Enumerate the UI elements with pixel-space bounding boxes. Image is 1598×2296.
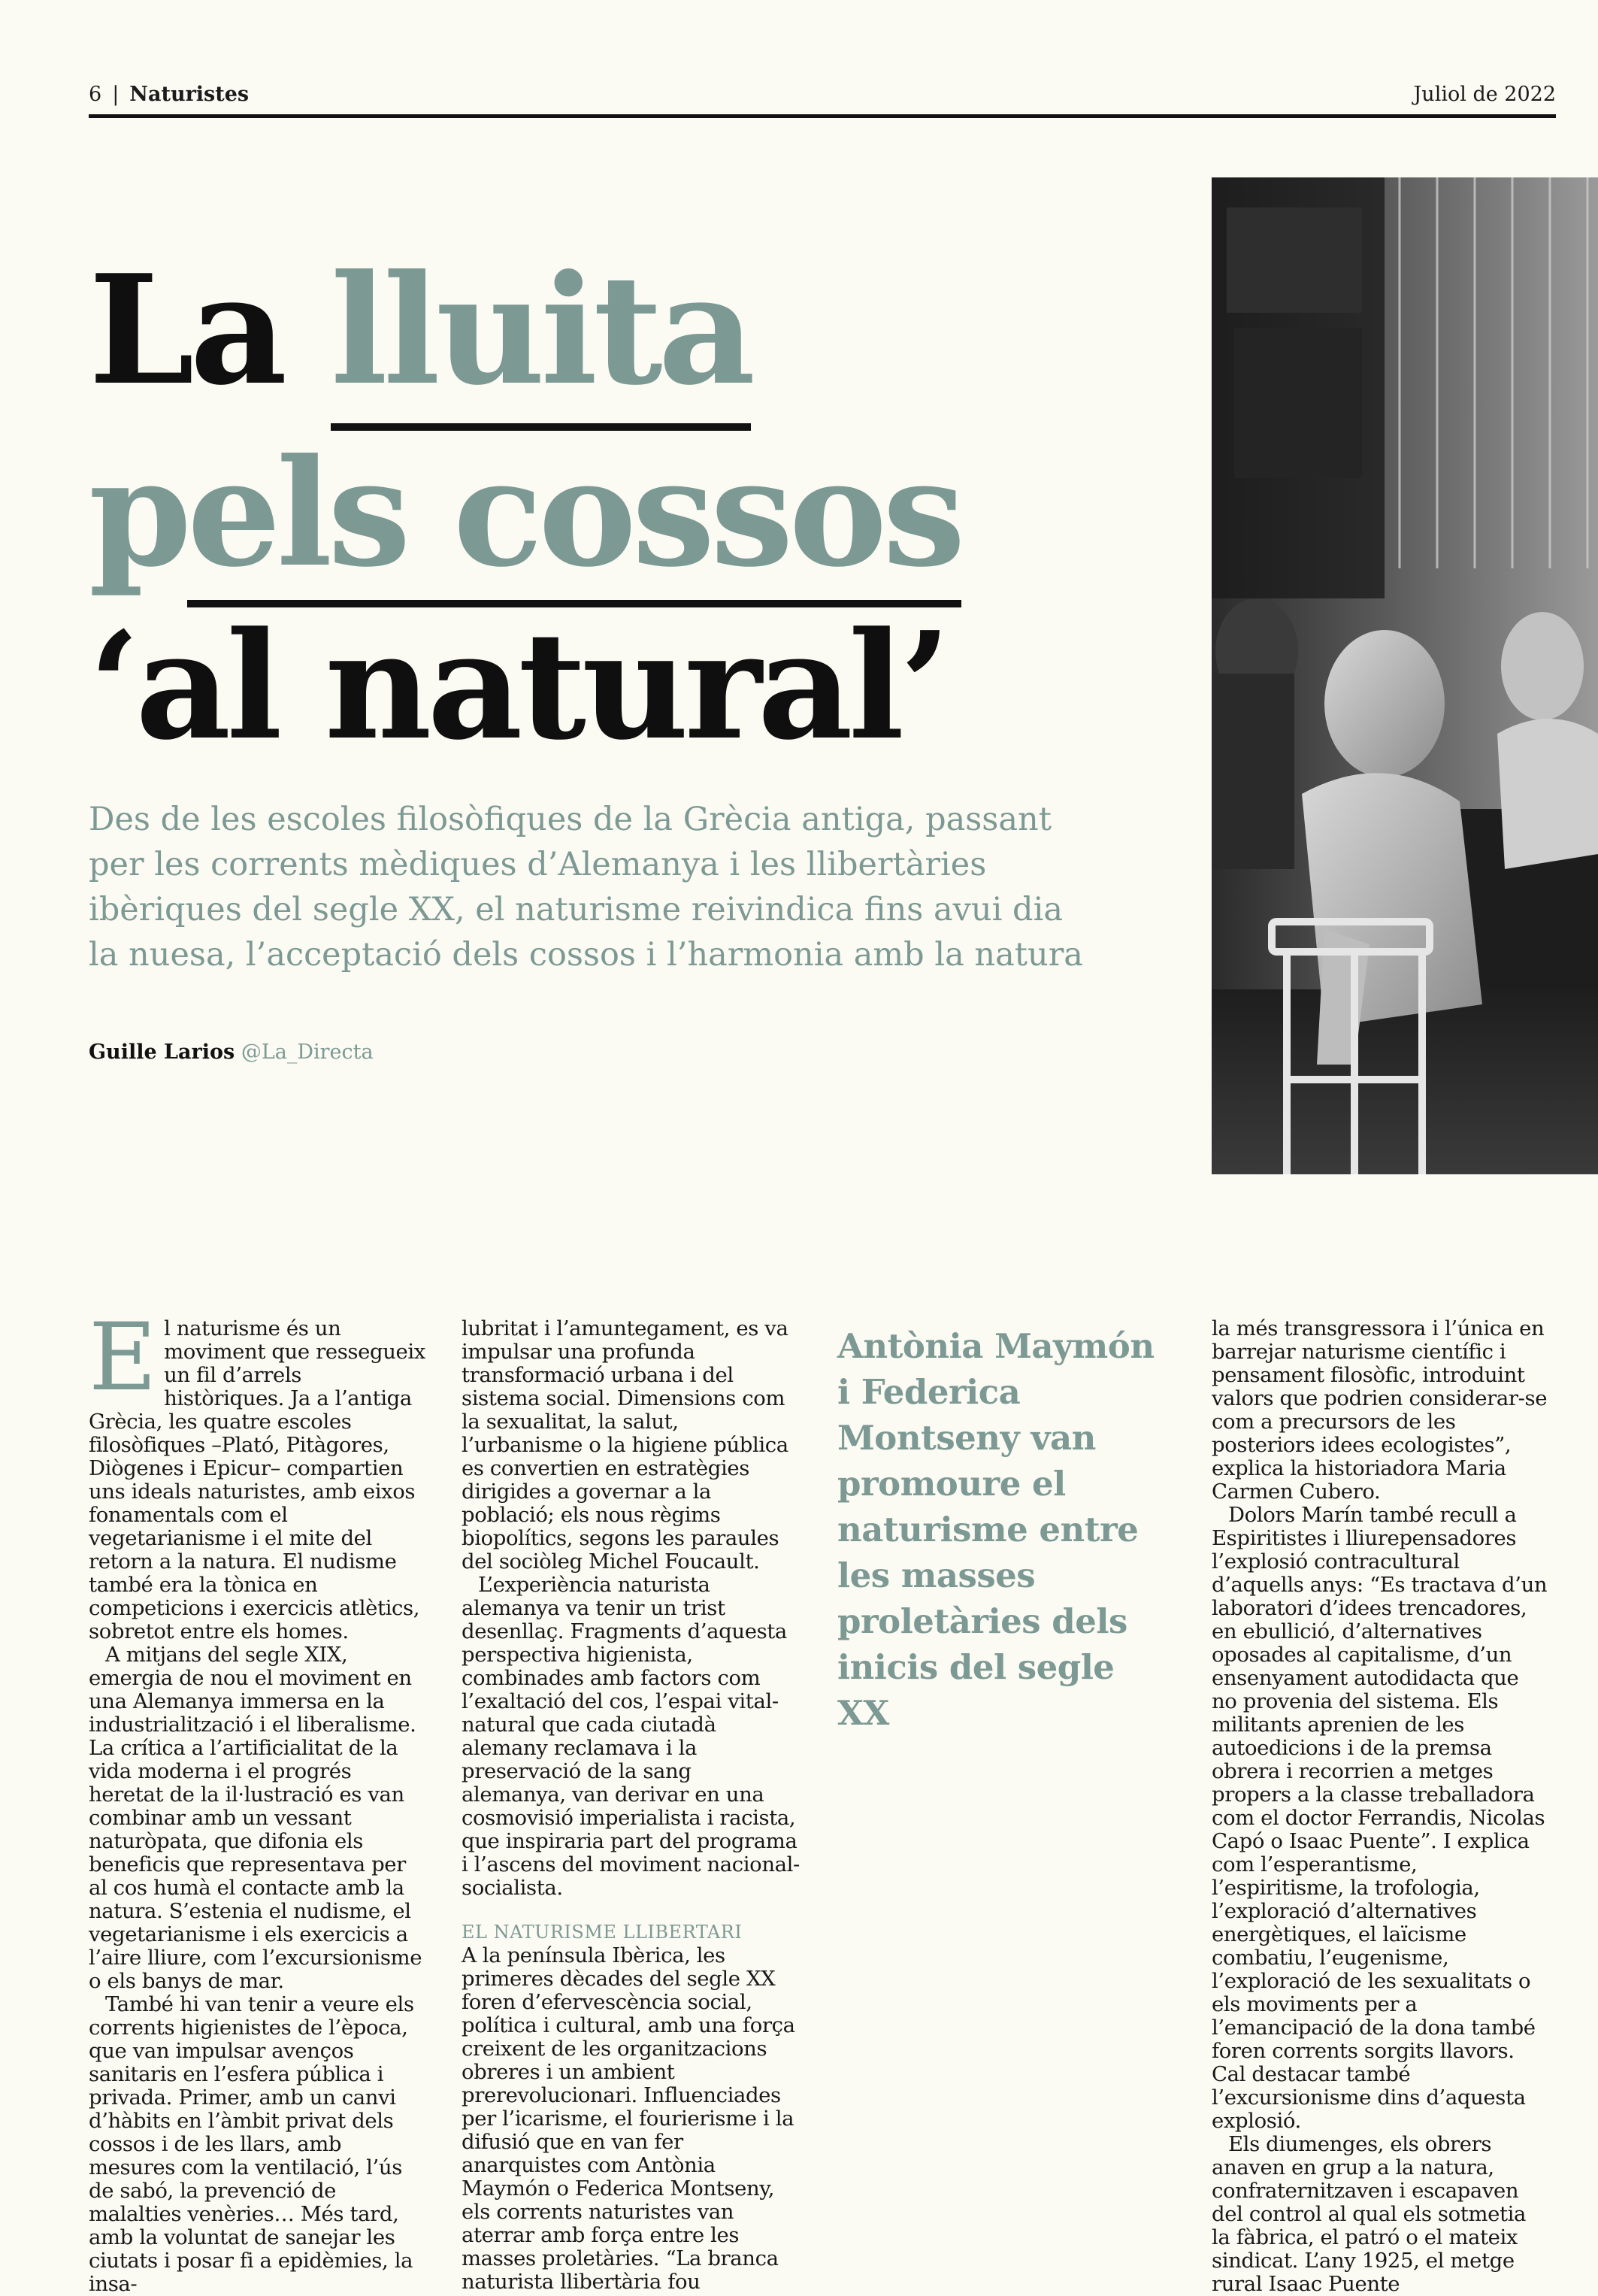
body-paragraph: lubritat i l’amuntegament, es va impulsar una profunda transformació urbana i del sistema social. Dimensions com la sexualitat, la salut, l’urbanisme o la higiene pública es convertien en estratègies dirigides a governar a la població; els nous règims biopolítics, segons les paraules del sociòleg Michel Foucault. — [462, 1316, 788, 1574]
header-separator: | — [112, 83, 120, 106]
page-number: 6 — [89, 83, 102, 106]
headline-word-lluita: lluita — [331, 242, 751, 431]
body-paragraph: l naturisme és un moviment que ressegueix un fil d’arrels històriques. Ja a l’antiga Grècia, les quatre escoles filosòfiques –Plató, Pitàgores, Diògenes i Epicur– compartien uns ideals naturistes, amb eixos fonamentals com el vegetarianisme i el mite del retorn a la natura. El nudisme també era la tònica en competicions i exercicis atlètics, sobretot entre els homes. — [89, 1316, 425, 1643]
issue-date: Juliol de 2022 — [1413, 83, 1556, 106]
headline-word-la: La — [89, 242, 331, 419]
headline-words-els-cossos: els cossos — [187, 427, 961, 607]
header-rule — [89, 114, 1556, 118]
body-column-1 — [89, 1304, 427, 2296]
body-paragraph: A la península Ibèrica, les primeres dècades del segle XX foren d’efervescència social, política i cultural, amb una força creixent de les organitzacions obreres i un ambient prerevolucionari. Influenciades per l’icarisme, el fourierisme i la difusió que en van fer anarquistes com Antònia Maymón o Federica Montseny, els corrents naturistes van aterrar amb força entre les masses proletàries. “La branca naturista llibertària fou — [462, 1943, 795, 2294]
byline — [89, 1040, 374, 1064]
standfirst: Des de les escoles filosòfiques de la Grècia antiga, passant per les corrents mèdiques d’Alemanya i les llibertàries ibèriques del segle XX, el naturisme reivindica fins avui dia la nuesa, l’acceptació dels cossos i l’harmonia amb la natura — [89, 801, 1083, 974]
body-paragraph: A mitjans del segle XIX, emergia de nou el moviment en una Alemanya immersa en la industrialització i el liberalisme. La crítica a l’artificialitat de la vida moderna i el progrés heretat de la il·lustració es van combinar amb un vessant naturòpata, que difonia els beneficis que representava per al cos humà el contacte amb la natura. S’estenia el nudisme, el vegetarianisme i els exercicis a l’aire lliure, com l’excursionisme o els banys de mar. — [89, 1643, 422, 1993]
photo-naturists-at-table-icon — [1212, 177, 1598, 1174]
headline-letter-p: p — [89, 427, 188, 600]
drop-cap: E — [89, 1304, 157, 1412]
body-paragraph: Dolors Marín també recull a Espiritistes i lliurepensadores l’explosió contracultural d’aquells anys: “Es tractava d’un laboratori d’idees trencadores, en ebullició, d’alternatives oposades al capitalisme, d’un ensenyament autodidacta que no provenia del sistema. Els militants aprenien de les autoedicions i de la premsa obrera i recorrien a metges propers a la classe treballadora com el doctor Ferrandis, Nicolas Capó o Isaac Puente”. I explica com l’esperantisme, l’espiritisme, la trofologia, l’exploració d’alternatives energètiques, el laïcisme combatiu, l’eugenisme, l’exploració de les sexualitats o els moviments per a l’emancipació de la dona també foren corrents sorgits llavors. Cal destacar també l’excursionisme dins d’aquesta explosió. — [1212, 1503, 1548, 2133]
header-left — [89, 83, 249, 106]
headline-line-1 — [89, 242, 752, 419]
section-subhead: EL NATURISME LLIBERTARI — [462, 1922, 743, 1943]
headline-line-2 — [89, 427, 961, 600]
article-photo — [1212, 177, 1598, 1174]
byline-handle: @La_Directa — [241, 1040, 374, 1064]
body-paragraph: L’experiència naturista alemanya va tenir un trist desenllaç. Fragments d’aquesta perspectiva higienista, combinades amb factors com l’exaltació del cos, l’espai vital-natural que cada ciutadà alemany reclamava i la preservació de la sang alemanya, van derivar en una cosmovisió imperialista i racista, que inspiraria part del programa i l’ascens del moviment nacional-socialista. — [462, 1573, 800, 1900]
body-column-2 — [462, 1317, 800, 2294]
body-paragraph: la més transgressora i l’única en barrejar naturisme científic i pensament filosòfic, introduint valors que podrien considerar-se com a precursors de les posteriors idees ecologistes”, explica la historiadora Maria Carmen Cubero. — [1212, 1316, 1548, 1504]
body-paragraph: Els diumenges, els obrers anaven en grup a la natura, confraternitzaven i escapaven del control al qual els sotmetia la fàbrica, el patró o el mateix sindicat. L’any 1925, el metge rural Isaac Puente — [1212, 2132, 1526, 2296]
body-column-4 — [1212, 1317, 1550, 2296]
body-paragraph: També hi van tenir a veure els corrents higienistes de l’època, que van impulsar avenços sanitaris en l’esfera pública i privada. Primer, amb un canvi d’hàbits en l’àmbit privat dels cossos i de les llars, amb mesures com la ventilació, l’ús de sabó, la prevenció de malalties venèries… Més tard, amb la voluntat de sanejar les ciutats i posar fi a epidèmies, la insa- — [89, 1992, 414, 2296]
pull-quote: Antònia Maymón i Federica Montseny van promoure el naturisme entre les masses proletàries dels inicis del segle XX — [837, 1326, 1155, 1733]
page-header — [89, 81, 1556, 117]
section-name: Naturistes — [129, 83, 250, 106]
headline-line-3: ‘al natural’ — [89, 600, 947, 773]
byline-author: Guille Larios — [89, 1040, 235, 1064]
